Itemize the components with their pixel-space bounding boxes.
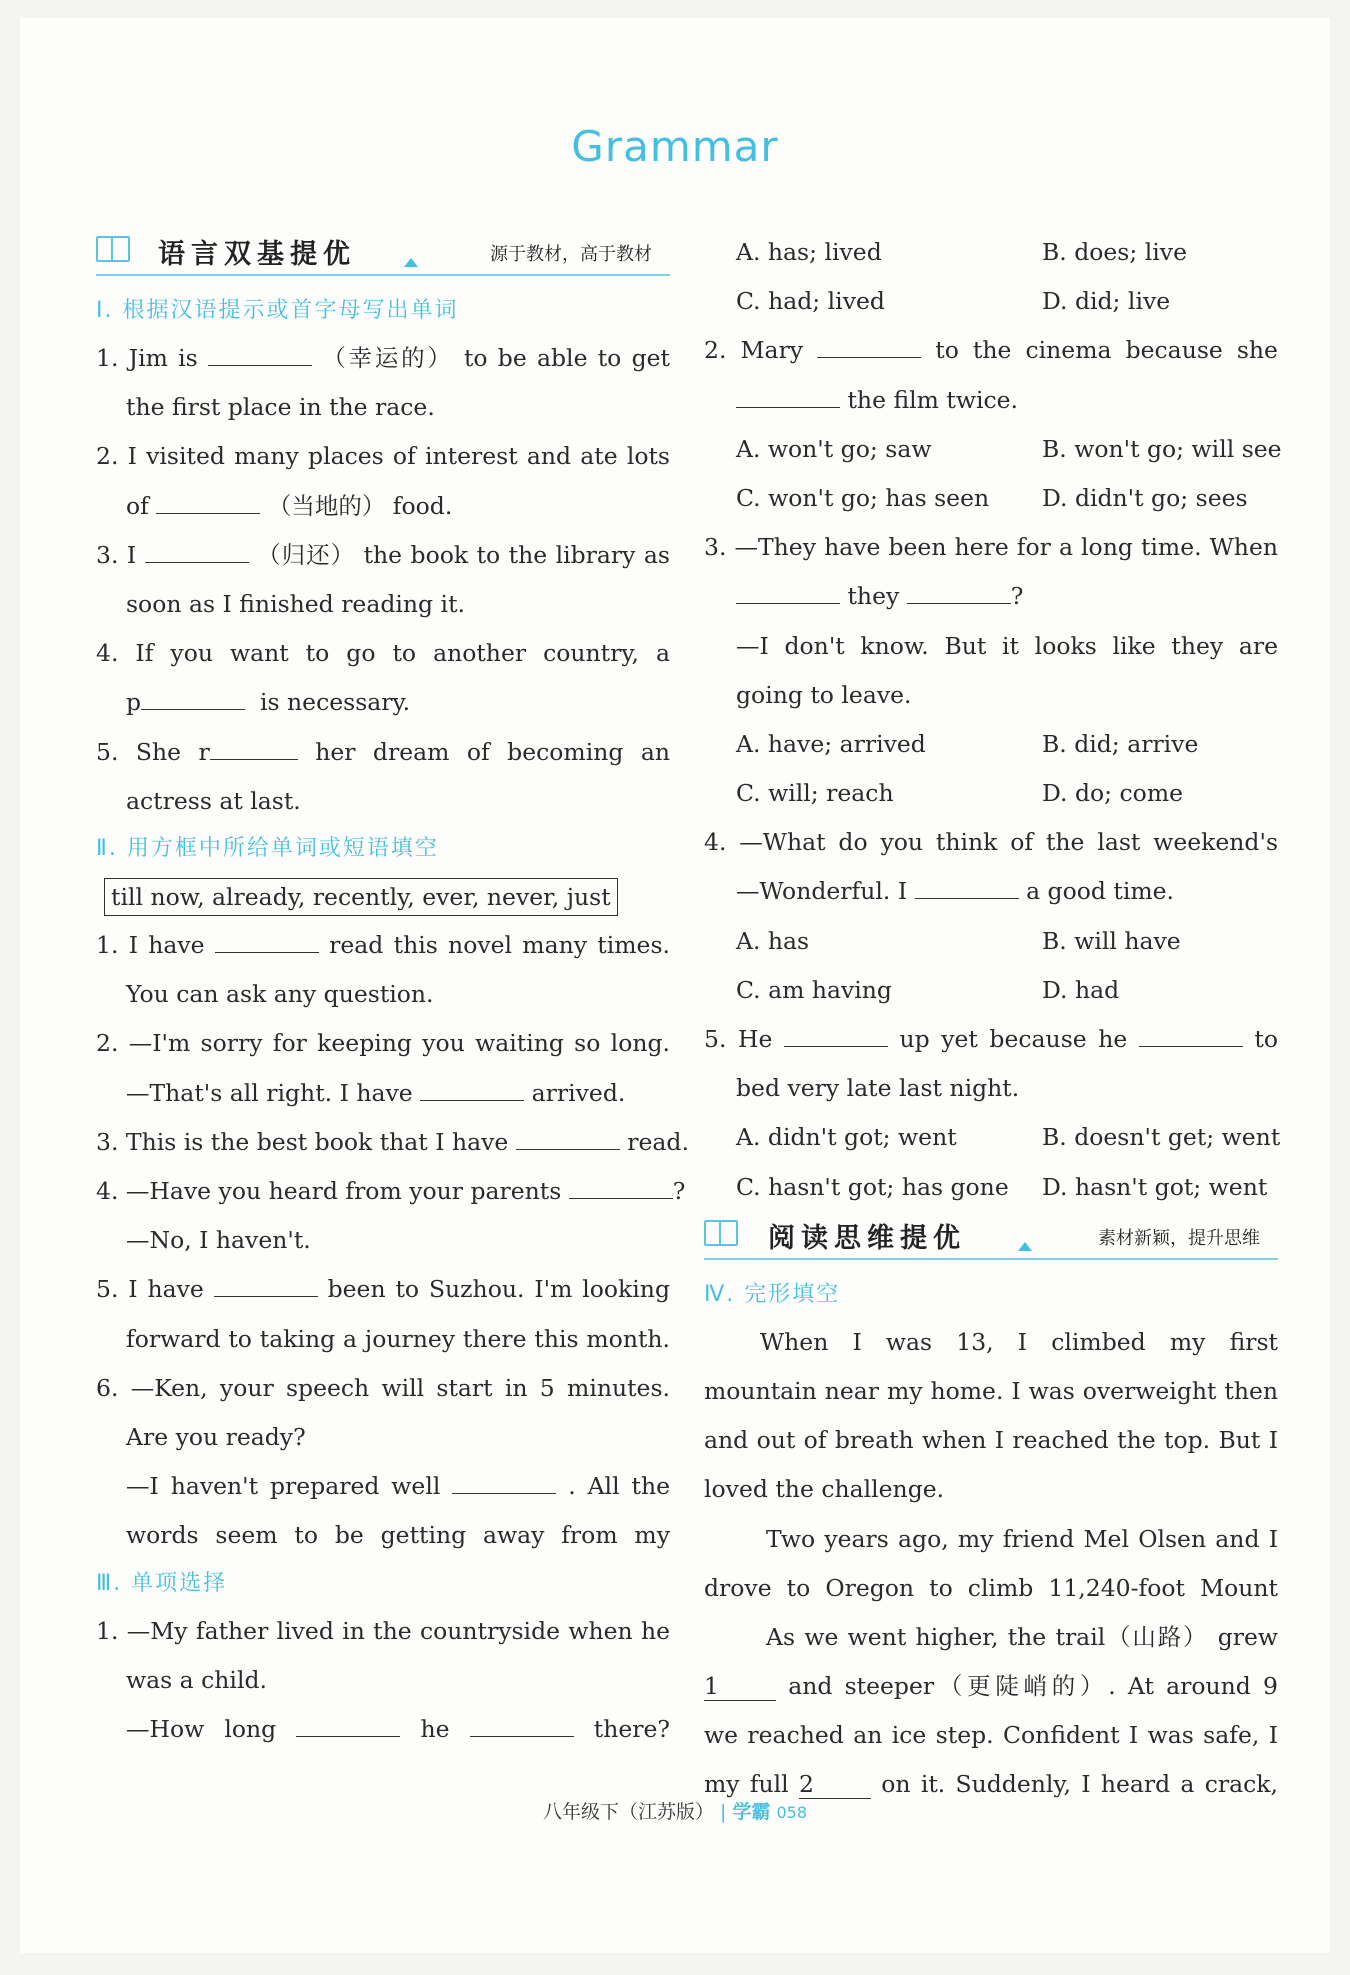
text-line: 4. —What do you think of the last weekend's — [704, 828, 1278, 857]
text-line: You can ask any question. — [126, 980, 434, 1009]
text-line: and out of breath when I reached the top. But I — [704, 1426, 1278, 1455]
option[interactable]: A. didn't got; went — [736, 1123, 957, 1152]
text-line: soon as I finished reading it. — [126, 589, 465, 618]
text-line: 3. This is the best book that I have read. — [96, 1118, 670, 1167]
text-line: Two years ago, my friend Mel Olsen and I — [766, 1524, 1278, 1553]
text-line: 1. —My father lived in the countryside when he — [96, 1616, 670, 1645]
answer-blank[interactable] — [296, 1708, 400, 1737]
text-line: When I was 13, I climbed my first — [760, 1327, 1278, 1356]
right-column — [704, 228, 1282, 1810]
text-line: —I haven't prepared well . All the — [96, 1462, 670, 1511]
text-line: drove to Oregon to climb 11,240-foot Mount — [704, 1573, 1278, 1602]
section-title: 语言双基提优 — [158, 239, 356, 270]
text-line: Are you ready? — [126, 1422, 306, 1451]
option-row — [704, 425, 1282, 474]
text-line: As we went higher, the trail（山路） grew — [766, 1622, 1278, 1651]
option[interactable]: C. am having — [736, 975, 892, 1004]
text-line: they ? — [704, 572, 1278, 621]
answer-blank[interactable] — [907, 575, 1011, 604]
left-column — [96, 228, 689, 1754]
option[interactable]: C. will; reach — [736, 779, 894, 808]
option-row — [704, 720, 1278, 769]
option[interactable]: B. does; live — [1042, 238, 1187, 266]
section-subtitle: 素材新颖，提升思维 — [1098, 1227, 1260, 1249]
answer-blank[interactable] — [141, 681, 245, 710]
section-header-basics — [96, 228, 670, 276]
option[interactable]: D. didn't go; sees — [1042, 483, 1248, 512]
answer-blank[interactable] — [736, 575, 840, 604]
text-line: 5. She r her dream of becoming an — [96, 728, 670, 777]
triangle-icon — [404, 258, 418, 267]
answer-blank[interactable] — [208, 337, 312, 366]
text-line: we reached an ice step. Confident I was safe, I — [704, 1721, 1278, 1750]
part3-heading: Ⅲ. 单项选择 — [96, 1570, 228, 1596]
text-line: 4. —Have you heard from your parents ? — [96, 1167, 670, 1216]
answer-blank[interactable] — [210, 731, 298, 760]
text-line: —How long he there? — [96, 1705, 670, 1754]
footer-brand: 学霸 — [732, 1801, 771, 1823]
option[interactable]: C. won't go; has seen — [736, 483, 990, 512]
cloze-blank[interactable]: 2 — [799, 1770, 871, 1799]
option-row — [704, 1113, 1281, 1162]
option-row — [704, 1163, 1278, 1212]
book-icon — [96, 236, 130, 262]
text-line: the first place in the race. — [126, 393, 435, 422]
text-line: 6. —Ken, your speech will start in 5 minutes. — [96, 1373, 670, 1402]
section-title: 阅读思维提优 — [768, 1222, 966, 1254]
option[interactable]: D. hasn't got; went — [1042, 1172, 1268, 1201]
option-row — [704, 474, 1278, 523]
option[interactable]: B. will have — [1042, 926, 1181, 955]
option[interactable]: D. did; live — [1042, 287, 1171, 316]
part2-heading: Ⅱ. 用方框中所给单词或短语填空 — [96, 835, 439, 861]
option-row — [704, 277, 1278, 326]
answer-blank[interactable] — [569, 1170, 673, 1199]
text-line: —That's all right. I have arrived. — [96, 1069, 670, 1118]
word-box: till now, already, recently, ever, never, just — [104, 878, 618, 916]
text-line: my full 2 on it. Suddenly, I heard a crack, — [704, 1770, 1278, 1799]
text-line: 1. Jim is （幸运的） to be able to get — [96, 334, 670, 383]
option[interactable]: C. hasn't got; has gone — [736, 1172, 1009, 1201]
text-line: mountain near my home. I was overweight then — [704, 1376, 1278, 1405]
option[interactable]: A. have; arrived — [736, 729, 926, 758]
text-line: p is necessary. — [96, 678, 670, 727]
option[interactable]: B. did; arrive — [1042, 729, 1199, 758]
section-header-reading — [704, 1212, 1278, 1260]
text-line: 2. —I'm sorry for keeping you waiting so long. — [96, 1029, 670, 1058]
text-line: 1. I have read this novel many times. — [96, 921, 670, 970]
text-line: 3. —They have been here for a long time. When — [704, 533, 1278, 562]
page-title: Grammar — [571, 122, 779, 171]
text-line: 2. I visited many places of interest and ate lots — [96, 442, 670, 471]
text-line: the film twice. — [704, 376, 1278, 425]
text-line: was a child. — [126, 1665, 267, 1694]
option-row — [704, 769, 1278, 818]
page-footer — [0, 1797, 1350, 1824]
answer-blank[interactable] — [470, 1708, 574, 1737]
text-line: going to leave. — [736, 680, 912, 709]
answer-blank[interactable] — [145, 534, 249, 563]
word-box-line — [96, 872, 670, 921]
option[interactable]: A. won't go; saw — [736, 434, 932, 463]
book-icon — [704, 1220, 738, 1246]
section-subtitle: 源于教材，高于教材 — [490, 244, 652, 265]
answer-blank[interactable] — [215, 924, 319, 953]
option-row — [704, 228, 1278, 277]
text-line: loved the challenge. — [704, 1475, 945, 1504]
answer-blank[interactable] — [817, 329, 921, 358]
text-line: —No, I haven't. — [126, 1226, 311, 1255]
text-line: 2. Mary to the cinema because she — [704, 326, 1278, 375]
option[interactable]: A. has — [736, 926, 810, 955]
part1-heading: Ⅰ. 根据汉语提示或首字母写出单词 — [96, 298, 459, 323]
answer-blank[interactable] — [784, 1018, 888, 1047]
text-line: actress at last. — [126, 786, 301, 815]
answer-blank[interactable] — [452, 1465, 556, 1494]
text-line: 1 and steeper（更陡峭的）. At around 9 — [704, 1672, 1278, 1701]
option-row — [704, 917, 1278, 966]
text-line: 4. If you want to go to another country, a — [96, 639, 670, 668]
text-line: bed very late last night. — [736, 1074, 1020, 1103]
text-line: —Wonderful. I a good time. — [704, 867, 1278, 916]
part4-heading: Ⅳ. 完形填空 — [704, 1281, 841, 1307]
cloze-blank[interactable]: 1 — [704, 1672, 776, 1701]
option[interactable]: A. has; lived — [736, 238, 882, 266]
text-line: forward to taking a journey there this month. — [126, 1324, 670, 1353]
triangle-icon — [1018, 1242, 1032, 1251]
text-line: 5. I have been to Suzhou. I'm looking — [96, 1265, 670, 1314]
text-line: —I don't know. But it looks like they are — [736, 631, 1278, 660]
option[interactable]: B. doesn't get; went — [1042, 1123, 1281, 1152]
text-line: of （当地的） food. — [96, 482, 670, 531]
footer-separator: | — [713, 1801, 733, 1823]
text-line: words seem to be getting away from my — [126, 1521, 670, 1550]
answer-blank[interactable] — [736, 379, 840, 408]
option[interactable]: B. won't go; will see — [1042, 434, 1282, 463]
option[interactable]: D. had — [1042, 975, 1120, 1004]
answer-blank[interactable] — [214, 1268, 318, 1297]
text-line: 3. I （归还） the book to the library as — [96, 531, 670, 580]
footer-grade: 八年级下（江苏版） — [542, 1801, 714, 1823]
answer-blank[interactable] — [420, 1072, 524, 1101]
option[interactable]: D. do; come — [1042, 779, 1184, 808]
answer-blank[interactable] — [1139, 1018, 1243, 1047]
answer-blank[interactable] — [156, 485, 260, 514]
page-number: 058 — [776, 1803, 808, 1822]
answer-blank[interactable] — [915, 870, 1019, 899]
option[interactable]: C. had; lived — [736, 287, 885, 316]
text-line: 5. He up yet because he to — [704, 1015, 1278, 1064]
option-row — [704, 966, 1278, 1015]
answer-blank[interactable] — [516, 1121, 620, 1150]
